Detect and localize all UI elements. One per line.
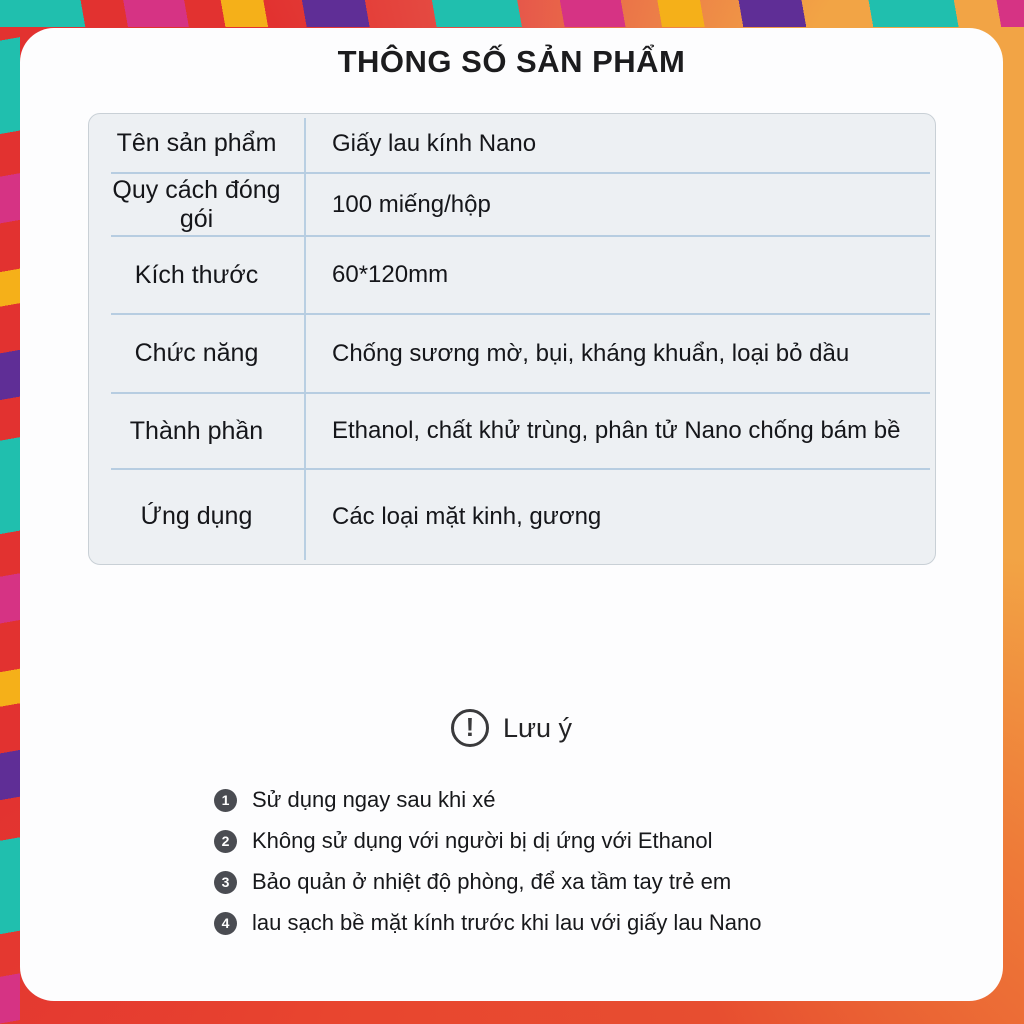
table-row [89,236,935,314]
spec-label: Tên sản phẩm [116,129,277,157]
table-row [89,314,935,393]
note-item-text: Sử dụng ngay sau khi xé [252,787,496,812]
spec-label: Ứng dụng [140,502,253,530]
border-stripes-left [0,0,20,1024]
table-row [89,469,935,564]
list-item [214,911,762,935]
notes-list [214,788,762,952]
notes-header [20,709,1003,747]
item-number-badge: 2 [214,830,237,853]
note-item-text: Bảo quản ở nhiệt độ phòng, để xa tầm tay trẻ em [252,869,732,894]
item-number-badge: 3 [214,871,237,894]
spec-label: Thành phần [129,416,264,445]
note-item-text: Không sử dụng với người bị dị ứng với Ethanol [252,828,713,853]
spec-value: 100 miếng/hộp [332,190,491,218]
spec-value: Giấy lau kính Nano [332,129,537,157]
border-stripes-top [0,0,1024,27]
spec-label: Kích thước [134,260,259,289]
product-spec-card [20,28,1003,1001]
warning-exclamation-icon [451,709,489,747]
spec-value: Ethanol, chất khử trùng, phân tử Nano chống bám bề [332,417,901,444]
item-number-badge: 1 [214,789,237,812]
table-row [89,393,935,469]
list-item [214,829,762,853]
spec-label: Quy cách đóng gói [112,175,281,233]
table-row [89,114,935,173]
page-title: THÔNG SỐ SẢN PHẨM [337,44,686,79]
spec-label: Chức năng [134,339,259,367]
table-row [89,173,935,236]
list-item [214,870,762,894]
spec-value: Các loại mặt kinh, gương [332,502,602,530]
item-number-badge: 4 [214,912,237,935]
list-item [214,788,762,812]
notes-heading: Lưu ý [502,712,573,743]
spec-value: 60*120mm [332,261,449,288]
note-item-text: lau sạch bề mặt kính trước khi lau với giấy lau Nano [252,910,762,935]
spec-table [88,113,936,565]
exclamation-glyph: ! [465,712,475,742]
spec-value: Chống sương mờ, bụi, kháng khuẩn, loại bỏ dầu [332,339,850,367]
